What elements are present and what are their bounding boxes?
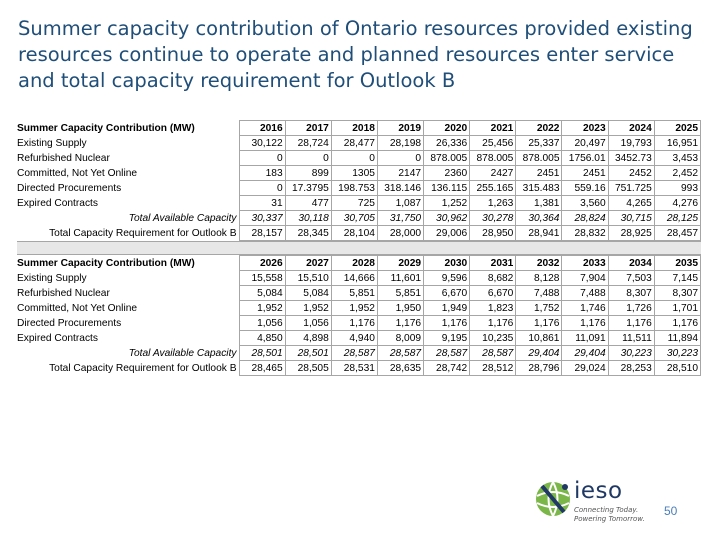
table-cell: 2033	[562, 256, 608, 271]
table-cell: 7,904	[562, 271, 608, 286]
table-cell: 5,084	[285, 286, 331, 301]
table-cell: 11,091	[562, 331, 608, 346]
table-cell: 10,235	[470, 331, 516, 346]
table-cell: 899	[285, 166, 331, 181]
table-cell: 4,898	[285, 331, 331, 346]
table-cell: 30,278	[470, 211, 516, 226]
table-cell: 559.16	[562, 181, 608, 196]
table-row	[17, 316, 701, 331]
table-cell: 2026	[239, 256, 285, 271]
table-cell: 28,832	[562, 226, 608, 241]
table-cell: 3,560	[562, 196, 608, 211]
table-cell: 28,198	[377, 136, 423, 151]
table-cell: 3,453	[654, 151, 700, 166]
table-cell: 5,851	[377, 286, 423, 301]
table-cell: 1,952	[239, 301, 285, 316]
row-label: Existing Supply	[17, 271, 239, 286]
row-label: Committed, Not Yet Online	[17, 301, 239, 316]
ieso-logo	[534, 478, 664, 524]
table-cell: 26,336	[424, 136, 470, 151]
table-cell: 1,950	[377, 301, 423, 316]
table-cell: 29,024	[562, 361, 608, 376]
table-cell: 878.005	[470, 151, 516, 166]
table-cell: 30,223	[654, 346, 700, 361]
table-cell: 1,087	[377, 196, 423, 211]
table-cell: 20,497	[562, 136, 608, 151]
table-cell: 1,176	[654, 316, 700, 331]
table-cell: 315.483	[516, 181, 562, 196]
table-cell: 2360	[424, 166, 470, 181]
table-cell: 2019	[377, 121, 423, 136]
table-cell: 28,253	[608, 361, 654, 376]
table-cell: 6,670	[424, 286, 470, 301]
table-cell: 2451	[562, 166, 608, 181]
table-cell: 1,752	[516, 301, 562, 316]
row-label: Total Available Capacity	[17, 211, 239, 226]
table-cell: 8,307	[654, 286, 700, 301]
table-cell: 11,894	[654, 331, 700, 346]
table-cell: 2018	[331, 121, 377, 136]
table-cell: 0	[239, 181, 285, 196]
table-cell: 28,512	[470, 361, 516, 376]
capacity-table-2026-2035	[17, 255, 701, 376]
table-cell: 8,009	[377, 331, 423, 346]
table-cell: 2021	[470, 121, 516, 136]
table-cell: 31	[239, 196, 285, 211]
table-cell: 30,122	[239, 136, 285, 151]
table-cell: 1,726	[608, 301, 654, 316]
table-cell: 11,511	[608, 331, 654, 346]
table-cell: 0	[239, 151, 285, 166]
table-cell: 198.753	[331, 181, 377, 196]
table-cell: 11,601	[377, 271, 423, 286]
table-cell: 183	[239, 166, 285, 181]
table-cell: 2017	[285, 121, 331, 136]
table-cell: 2028	[331, 256, 377, 271]
table-cell: 29,404	[516, 346, 562, 361]
table-cell: 1,176	[516, 316, 562, 331]
header-row	[17, 256, 701, 271]
table-cell: 28,477	[331, 136, 377, 151]
table-cell: 5,084	[239, 286, 285, 301]
row-label: Total Capacity Requirement for Outlook B	[17, 226, 239, 241]
table-cell: 1305	[331, 166, 377, 181]
table-cell: 28,587	[377, 346, 423, 361]
row-label: Summer Capacity Contribution (MW)	[17, 121, 239, 136]
total-available-row	[17, 346, 701, 361]
row-label: Committed, Not Yet Online	[17, 166, 239, 181]
table-cell: 29,006	[424, 226, 470, 241]
table-cell: 7,488	[516, 286, 562, 301]
table-cell: 1,701	[654, 301, 700, 316]
table-cell: 28,742	[424, 361, 470, 376]
table-cell: 1,056	[285, 316, 331, 331]
table-cell: 28,531	[331, 361, 377, 376]
table-cell: 1,056	[239, 316, 285, 331]
table-cell: 1,176	[424, 316, 470, 331]
table-cell: 15,510	[285, 271, 331, 286]
table-cell: 2034	[608, 256, 654, 271]
table-cell: 25,456	[470, 136, 516, 151]
table-cell: 2452	[608, 166, 654, 181]
table-cell: 255.165	[470, 181, 516, 196]
table-cell: 3452.73	[608, 151, 654, 166]
table-cell: 1,949	[424, 301, 470, 316]
table-cell: 2023	[562, 121, 608, 136]
table-cell: 25,337	[516, 136, 562, 151]
table-cell: 28,724	[285, 136, 331, 151]
table-cell: 4,265	[608, 196, 654, 211]
table-cell: 30,715	[608, 211, 654, 226]
table-cell: 28,104	[331, 226, 377, 241]
table-cell: 1756.01	[562, 151, 608, 166]
table-cell: 1,952	[285, 301, 331, 316]
table-cell: 29,404	[562, 346, 608, 361]
table-row	[17, 196, 701, 211]
table-cell: 2035	[654, 256, 700, 271]
table-cell: 136.115	[424, 181, 470, 196]
table-cell: 1,176	[470, 316, 516, 331]
table-cell: 14,666	[331, 271, 377, 286]
table-cell: 1,263	[470, 196, 516, 211]
table-cell: 28,587	[424, 346, 470, 361]
table-cell: 28,000	[377, 226, 423, 241]
table-cell: 28,501	[239, 346, 285, 361]
total-available-row	[17, 211, 701, 226]
table-cell: 8,128	[516, 271, 562, 286]
row-label: Summer Capacity Contribution (MW)	[17, 256, 239, 271]
capacity-table-2016-2025	[17, 120, 701, 241]
table-cell: 5,851	[331, 286, 377, 301]
table-row	[17, 181, 701, 196]
page-number: 50	[664, 504, 678, 518]
row-label: Existing Supply	[17, 136, 239, 151]
table-cell: 28,950	[470, 226, 516, 241]
table-cell: 31,750	[377, 211, 423, 226]
requirement-row	[17, 226, 701, 241]
table-cell: 28,345	[285, 226, 331, 241]
table-cell: 2032	[516, 256, 562, 271]
table-cell: 28,587	[470, 346, 516, 361]
table-row	[17, 301, 701, 316]
table-cell: 28,125	[654, 211, 700, 226]
table-cell: 2147	[377, 166, 423, 181]
table-cell: 2031	[470, 256, 516, 271]
header-row	[17, 121, 701, 136]
table-cell: 28,457	[654, 226, 700, 241]
table-cell: 1,176	[331, 316, 377, 331]
table-cell: 30,337	[239, 211, 285, 226]
row-label: Refurbished Nuclear	[17, 286, 239, 301]
row-label: Directed Procurements	[17, 181, 239, 196]
table-cell: 2029	[377, 256, 423, 271]
table-cell: 8,682	[470, 271, 516, 286]
table-cell: 10,861	[516, 331, 562, 346]
table-cell: 7,145	[654, 271, 700, 286]
table-cell: 2022	[516, 121, 562, 136]
table-cell: 30,223	[608, 346, 654, 361]
table-cell: 28,925	[608, 226, 654, 241]
globe-icon	[534, 478, 572, 520]
table-cell: 4,940	[331, 331, 377, 346]
table-cell: 2027	[285, 256, 331, 271]
table-cell: 1,381	[516, 196, 562, 211]
table-cell: 30,118	[285, 211, 331, 226]
row-label: Expired Contracts	[17, 196, 239, 211]
table-cell: 28,505	[285, 361, 331, 376]
table-cell: 28,501	[285, 346, 331, 361]
table-cell: 28,824	[562, 211, 608, 226]
table-cell: 17.3795	[285, 181, 331, 196]
table-cell: 1,823	[470, 301, 516, 316]
slide-title: Summer capacity contribution of Ontario resources provided existing resources continue to operate and planned resources enter service and total capacity requirement for Outlook B	[18, 17, 693, 92]
table-cell: 1,176	[562, 316, 608, 331]
row-label: Expired Contracts	[17, 331, 239, 346]
row-label: Total Available Capacity	[17, 346, 239, 361]
table-cell: 28,157	[239, 226, 285, 241]
table-cell: 2,452	[654, 166, 700, 181]
table-separator	[17, 241, 701, 255]
table-cell: 2024	[608, 121, 654, 136]
table-cell: 30,705	[331, 211, 377, 226]
table-cell: 878.005	[516, 151, 562, 166]
table-cell: 0	[377, 151, 423, 166]
table-cell: 318.146	[377, 181, 423, 196]
table-row	[17, 286, 701, 301]
row-label: Directed Procurements	[17, 316, 239, 331]
table-cell: 725	[331, 196, 377, 211]
logo-tagline-2: Powering Tomorrow.	[574, 515, 645, 523]
table-cell: 15,558	[239, 271, 285, 286]
table-row	[17, 151, 701, 166]
table-cell: 1,176	[377, 316, 423, 331]
table-cell: 2016	[239, 121, 285, 136]
table-cell: 28,465	[239, 361, 285, 376]
table-cell: 2020	[424, 121, 470, 136]
table-cell: 28,510	[654, 361, 700, 376]
table-cell: 2030	[424, 256, 470, 271]
table-cell: 28,941	[516, 226, 562, 241]
table-cell: 2427	[470, 166, 516, 181]
logo-tagline-1: Connecting Today.	[574, 506, 639, 514]
table-cell: 7,488	[562, 286, 608, 301]
table-cell: 1,746	[562, 301, 608, 316]
table-cell: 1,176	[608, 316, 654, 331]
table-cell: 1,952	[331, 301, 377, 316]
table-row	[17, 271, 701, 286]
table-cell: 477	[285, 196, 331, 211]
table-cell: 9,195	[424, 331, 470, 346]
table-cell: 30,962	[424, 211, 470, 226]
table-cell: 6,670	[470, 286, 516, 301]
table-cell: 9,596	[424, 271, 470, 286]
table-row	[17, 136, 701, 151]
table-cell: 0	[285, 151, 331, 166]
table-cell: 1,252	[424, 196, 470, 211]
row-label: Refurbished Nuclear	[17, 151, 239, 166]
table-cell: 4,850	[239, 331, 285, 346]
table-cell: 7,503	[608, 271, 654, 286]
requirement-row	[17, 361, 701, 376]
table-cell: 28,635	[377, 361, 423, 376]
table-cell: 2025	[654, 121, 700, 136]
table-cell: 8,307	[608, 286, 654, 301]
table-cell: 19,793	[608, 136, 654, 151]
table-cell: 28,796	[516, 361, 562, 376]
table-cell: 28,587	[331, 346, 377, 361]
table-cell: 878.005	[424, 151, 470, 166]
table-cell: 4,276	[654, 196, 700, 211]
table-row	[17, 331, 701, 346]
table-cell: 0	[331, 151, 377, 166]
table-cell: 16,951	[654, 136, 700, 151]
logo-wordmark: ieso	[574, 478, 623, 504]
table-cell: 751.725	[608, 181, 654, 196]
table-cell: 2451	[516, 166, 562, 181]
table-row	[17, 166, 701, 181]
row-label: Total Capacity Requirement for Outlook B	[17, 361, 239, 376]
table-cell: 993	[654, 181, 700, 196]
table-cell: 30,364	[516, 211, 562, 226]
